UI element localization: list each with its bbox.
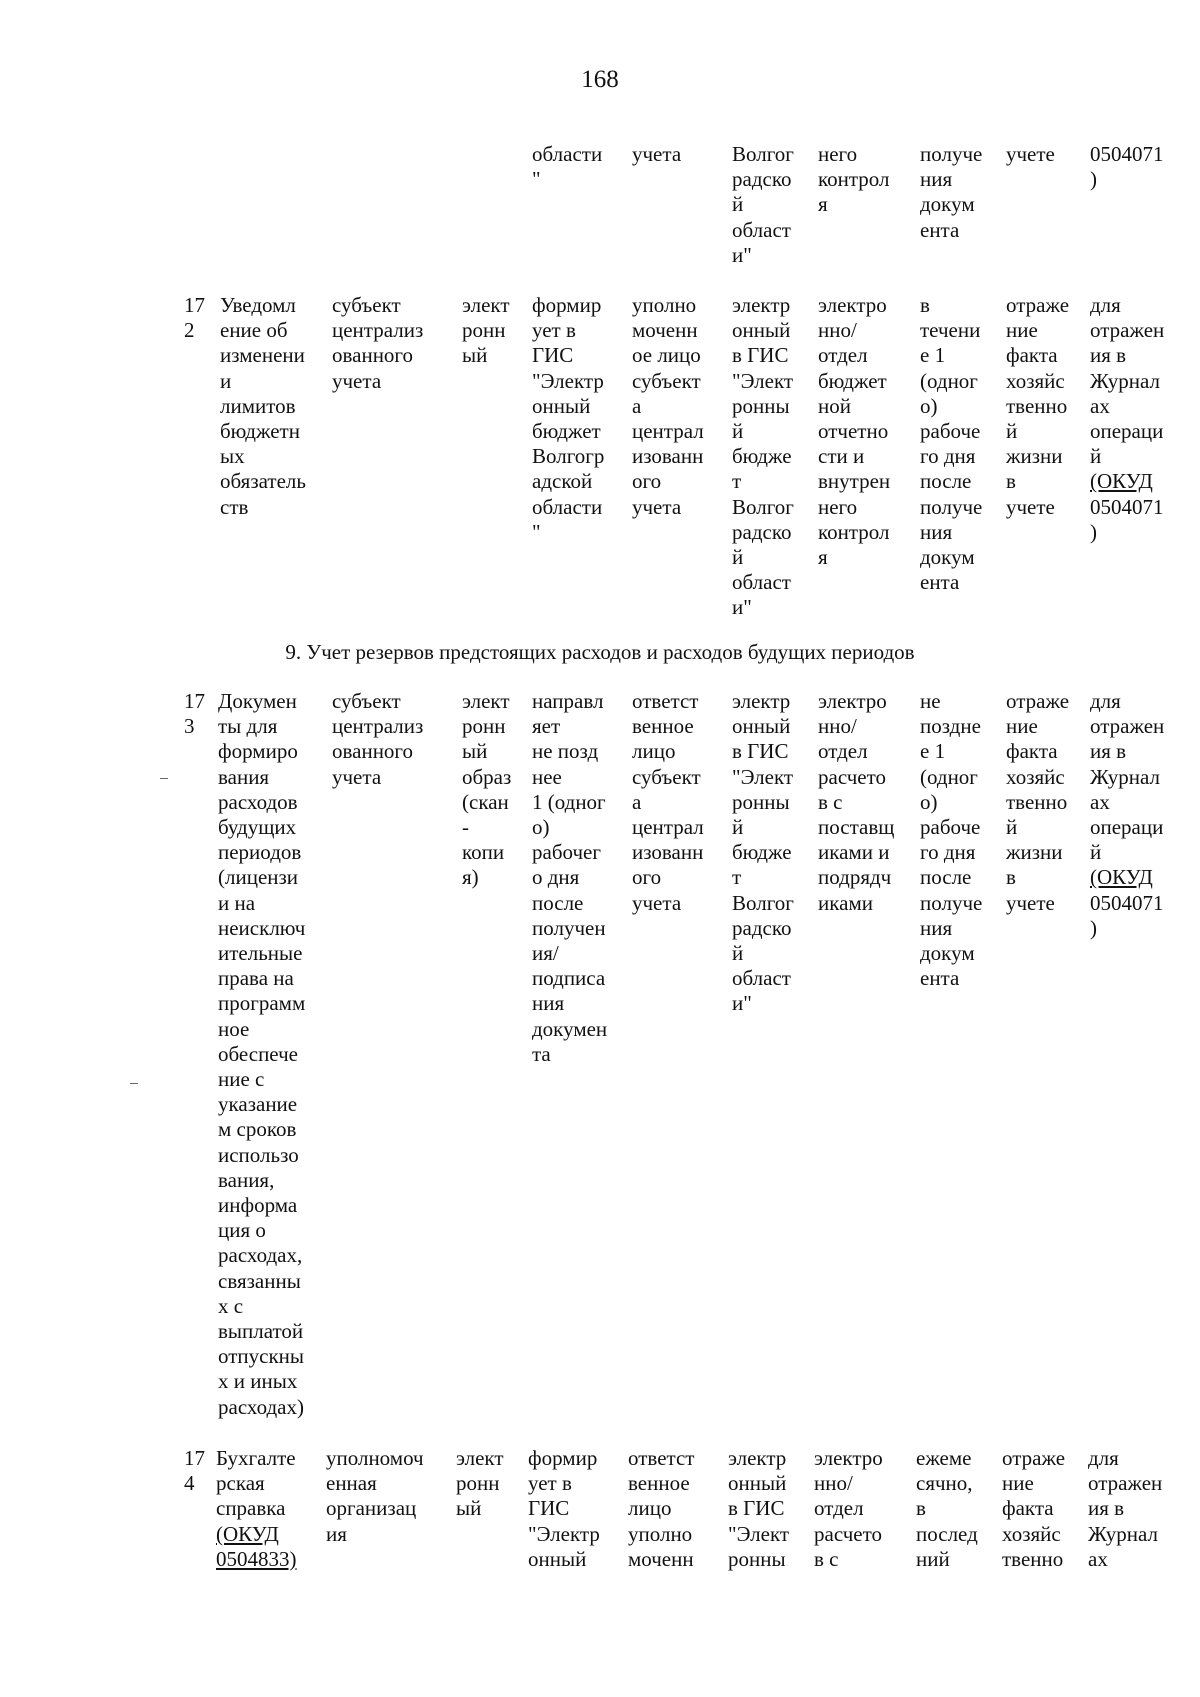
cell-173-register: для отражен ия в Журнал ах операци й (ОКУД 0504071 ) [1090, 689, 1165, 940]
cell-174-number: 17 4 [184, 1446, 205, 1496]
cell-172-responsible: уполно моченн ое лицо субъект а централ изованн ого учета [632, 293, 704, 519]
cell-continuation-7: него контрол я [818, 142, 890, 217]
cell-174-form: элект ронн ый [456, 1446, 504, 1521]
cell-173-form: элект ронн ый образ (скан - копи я) [462, 689, 512, 890]
cell-174-creator: уполномоч енная организац ия [326, 1446, 424, 1546]
cell-173-purpose: отраже ние факта хозяйс твенно й жизни в учете [1006, 689, 1070, 915]
cell-172-format: электр онный в ГИС "Элект ронны й бюдже т Волгог радско й област и" [732, 293, 794, 620]
cell-174-recipient: электро нно/ отдел расчето в с [814, 1446, 883, 1571]
cell-174-deadline: ежеме сячно, в послед ний [916, 1446, 978, 1571]
cell-174-register: для отражен ия в Журнал ах [1088, 1446, 1163, 1571]
cell-172-document: Уведомл ение об изменени и лимитов бюджетн ых обязатель ств [220, 293, 306, 519]
cell-continuation-6: Волгог радско й област и" [732, 142, 794, 267]
cell-continuation-4: области " [532, 142, 603, 192]
cell-173-creator: субъект централиз ованного учета [332, 689, 424, 789]
cell-continuation-8: получе ния докум ента [920, 142, 983, 242]
cell-173-document: Докумен ты для формиро вания расходов будущих периодов (лицензи и на неисключ ительные права на программ ное обеспече ние с указание м сроков использо вания, информа ция о расходах, связанны х с выплатой отпускны х и иных расходах) [218, 689, 306, 1419]
cell-172-number: 17 2 [184, 293, 205, 343]
cell-continuation-9: учете [1006, 142, 1055, 166]
cell-173-recipient: электро нно/ отдел расчето в с поставщ иками и подрядч иками [818, 689, 895, 915]
cell-172-deadline: в течени е 1 (одног о) рабоче го дня после получе ния докум ента [920, 293, 983, 595]
cell-continuation-5: учета [632, 142, 682, 166]
section-heading: 9. Учет резервов предстоящих расходов и расходов будущих периодов [285, 640, 915, 664]
cell-172-form: элект ронн ый [462, 293, 510, 368]
cell-173-action: направл яет не позд нее 1 (одног о) рабочег о дня после получен ия/ подписа ния докумен та [532, 689, 608, 1066]
cell-172-register: для отражен ия в Журнал ах операци й (ОКУД 0504071 ) [1090, 293, 1165, 544]
cell-174-responsible: ответст венное лицо уполно моченн [628, 1446, 695, 1571]
cell-173-format: электр онный в ГИС "Элект ронны й бюдже т Волгог радско й област и" [732, 689, 794, 1016]
cell-174-action: формир ует в ГИС "Электр онный [528, 1446, 600, 1571]
page-number: 168 [581, 66, 619, 93]
cell-174-document: Бухгалте рская справка (ОКУД 0504833) [216, 1446, 297, 1571]
cell-172-action: формир ует в ГИС "Электр онный бюджет Волгогр адской области " [532, 293, 605, 544]
cell-173-number: 17 3 [184, 689, 205, 739]
cell-174-purpose: отраже ние факта хозяйс твенно [1002, 1446, 1066, 1571]
cell-172-creator: субъект централиз ованного учета [332, 293, 424, 393]
cell-174-format: электр онный в ГИС "Элект ронны [728, 1446, 790, 1571]
cell-172-recipient: электро нно/ отдел бюджет ной отчетно сти и внутрен него контрол я [818, 293, 891, 570]
scan-mark [160, 778, 168, 779]
cell-172-purpose: отраже ние факта хозяйс твенно й жизни в учете [1006, 293, 1070, 519]
scan-mark [130, 1083, 138, 1084]
cell-continuation-10: 0504071 ) [1090, 142, 1164, 192]
cell-173-deadline: не поздне е 1 (одног о) рабоче го дня после получе ния докум ента [920, 689, 983, 991]
cell-173-responsible: ответст венное лицо субъект а централ изованн ого учета [632, 689, 704, 915]
